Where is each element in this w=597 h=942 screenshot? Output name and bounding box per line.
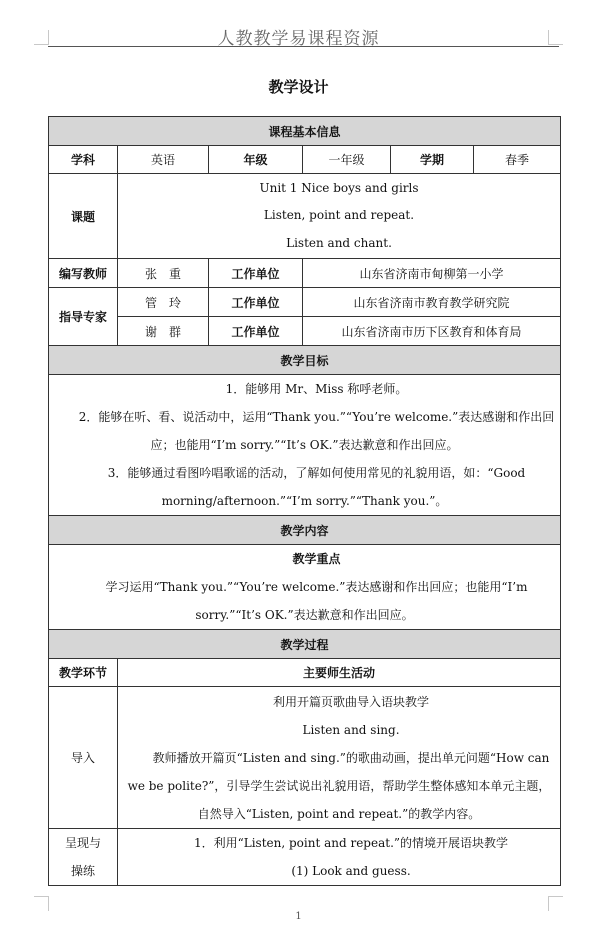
subject-label: 学科 [49,146,118,174]
author-unit-label: 工作单位 [209,259,303,288]
expert-label: 指导专家 [49,288,118,346]
grade-label: 年级 [209,146,303,174]
key-point-title: 教学重点 [292,552,341,566]
activity-cell [118,687,561,829]
grade-value: 一年级 [303,146,391,174]
topic-line: Listen and chant. [286,235,392,250]
term-label: 学期 [391,146,474,174]
page-number: 1 [295,911,302,922]
expert-unit-label: 工作单位 [209,288,303,317]
process-section-header: 教学过程 [49,630,561,659]
subject-value: 英语 [118,146,209,174]
objectives-cell [49,375,561,516]
page-header-title: 人教教学易课程资源 [217,29,380,49]
content-cell [49,545,561,630]
objectives-section-header: 教学目标 [49,346,561,375]
document-title: 教学设计 [268,78,329,96]
topic-label: 课题 [49,174,118,259]
objective-item: 3．能够通过看图吟唱歌谣的活动，了解如何使用常见的礼貌用语，如：“Good morning/afternoon.”“I’m sorry.”“Thank you.”。 [107,466,526,508]
term-value: 春季 [474,146,561,174]
activity-line: 利用开篇页歌曲导入语块教学 [273,694,430,709]
stage-cell [49,829,118,886]
activity-line: (1) Look and guess. [291,864,411,878]
topic-line: Unit 1 Nice boys and girls [259,180,419,195]
activity-line: 教师播放开篇页“Listen and sing.”的歌曲动画，提出单元问题“How can we be polite?”，引导学生尝试说出礼貌用语，帮助学生整体感知本单元主题，自然导入“Listen, point and repeat.”的教学内容。 [127,750,551,821]
topic-cell [118,174,561,259]
author-label: 编写教师 [49,259,118,288]
expert-unit: 山东省济南市历下区教育和体育局 [303,317,561,346]
stage-column-header: 教学环节 [49,659,118,687]
expert-unit: 山东省济南市教育教学研究院 [303,288,561,317]
activity-line: 1．利用“Listen, point and repeat.”的情境开展语块教学 [193,836,509,850]
crop-mark-bottom-left [34,896,49,911]
key-point-text: 学习运用“Thank you.”“You’re welcome.”表达感谢和作出回应；也能用“I’m sorry.”“It’s OK.”表达歉意和作出回应。 [105,580,528,622]
expert-unit-label: 工作单位 [209,317,303,346]
stage-line: 呈现与 [64,836,101,850]
topic-line: Listen, point and repeat. [263,208,415,223]
content-section-header: 教学内容 [49,516,561,545]
author-unit: 山东省济南市甸柳第一小学 [303,259,561,288]
stage-line: 操练 [70,864,95,878]
objective-item: 2．能够在听、看、说活动中，运用“Thank you.”“You’re welcome.”表达感谢和作出回应；也能用“I’m sorry.”“It’s OK.”表达歉意和作出回应。 [78,410,555,452]
expert-name: 谢 群 [118,317,209,346]
author-name: 张 重 [118,259,209,288]
basic-info-section-header: 课程基本信息 [49,117,561,146]
expert-name: 管 玲 [118,288,209,317]
activity-line: Listen and sing. [302,722,400,737]
lesson-plan-table [48,116,561,886]
activity-cell [118,829,561,886]
stage-cell: 导入 [49,687,118,829]
crop-mark-bottom-right [548,896,563,911]
header-divider [48,46,559,47]
objective-item: 1．能够用 Mr、Miss 称呼老师。 [225,382,408,396]
activity-column-header: 主要师生活动 [118,659,561,687]
